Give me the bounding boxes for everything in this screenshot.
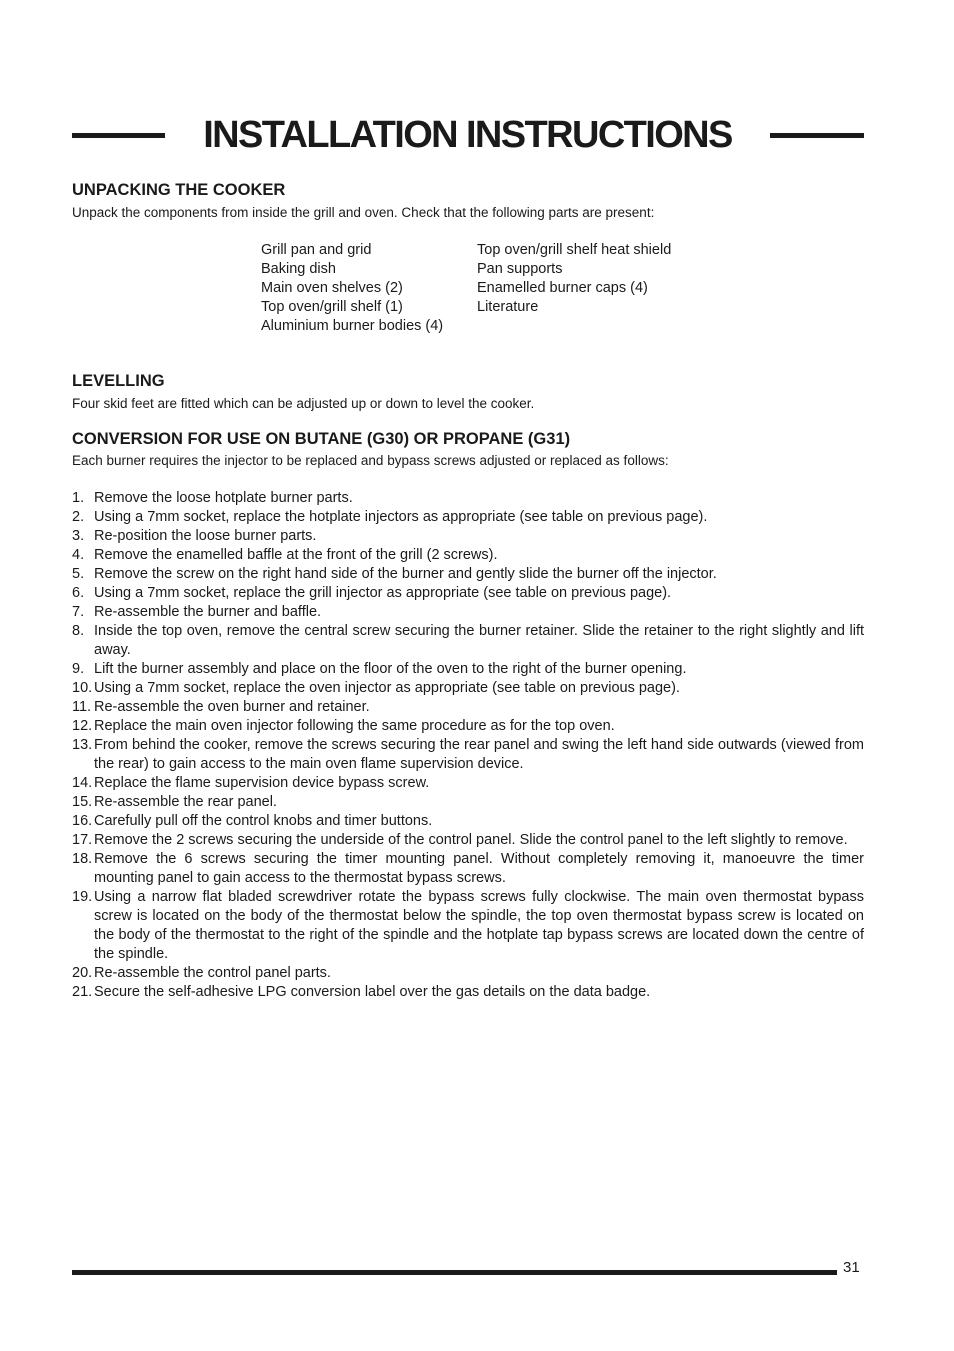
step-number: 17. [72,832,93,848]
step-text: Remove the 2 screws securing the underside of the control panel. Slide the control panel to the left slightly to remove. [94,832,848,848]
step-item [72,831,864,850]
step-item [72,527,864,546]
step-number: 2. [72,509,85,525]
part-item: Main oven shelves (2) [261,280,403,296]
step-number: 9. [72,661,85,677]
unpacking-heading: UNPACKING THE COOKER [72,181,286,199]
step-text: Secure the self-adhesive LPG conversion label over the gas details on the data badge. [94,984,651,1000]
step-item [72,964,864,983]
step-text: Inside the top oven, remove the central screw securing the burner retainer. Slide the retainer to the right slightly and lift away. [94,623,864,658]
step-number: 3. [72,528,85,544]
step-text: Remove the enamelled baffle at the front of the grill (2 screws). [94,547,498,563]
step-number: 4. [72,547,85,563]
step-number: 10. [72,680,93,696]
step-number: 19. [72,889,93,905]
step-number: 5. [72,566,85,582]
unpacking-intro: Unpack the components from inside the grill and oven. Check that the following parts are present: [72,205,655,220]
step-number: 13. [72,737,93,753]
page-number: 31 [843,1259,860,1276]
step-item [72,983,864,1002]
step-item [72,679,864,698]
step-item [72,622,864,660]
step-item [72,850,864,888]
part-item: Aluminium burner bodies (4) [261,318,444,334]
part-item: Baking dish [261,261,336,277]
step-text: Re-assemble the oven burner and retainer. [94,699,370,715]
step-number: 20. [72,965,93,981]
step-text: Remove the 6 screws securing the timer mounting panel. Without completely removing it, manoeuvre the timer mounting panel to gain access to the thermostat bypass screws. [94,851,864,886]
part-item: Enamelled burner caps (4) [477,280,648,296]
part-item: Top oven/grill shelf heat shield [477,242,672,258]
conversion-heading: CONVERSION FOR USE ON BUTANE (G30) OR PROPANE (G31) [72,430,571,448]
step-number: 11. [72,699,92,715]
step-item [72,717,864,736]
part-item: Grill pan and grid [261,242,372,258]
step-item [72,584,864,603]
step-text: Carefully pull off the control knobs and timer buttons. [94,813,433,829]
step-item [72,888,864,964]
title-bar [72,112,864,158]
part-item: Top oven/grill shelf (1) [261,299,403,315]
conversion-intro: Each burner requires the injector to be replaced and bypass screws adjusted or replaced as follows: [72,453,669,468]
step-item [72,698,864,717]
step-text: Using a 7mm socket, replace the oven injector as appropriate (see table on previous page). [94,680,680,696]
parts-list-left [261,241,443,336]
step-number: 21. [72,984,93,1000]
parts-list-right [477,241,671,317]
step-text: Lift the burner assembly and place on the floor of the oven to the right of the burner opening. [94,661,687,677]
step-text: Using a 7mm socket, replace the hotplate injectors as appropriate (see table on previous page). [94,509,708,525]
step-item [72,565,864,584]
step-number: 14. [72,775,93,791]
step-item [72,660,864,679]
step-number: 18. [72,851,93,867]
step-number: 15. [72,794,93,810]
levelling-text: Four skid feet are fitted which can be adjusted up or down to level the cooker. [72,396,535,411]
step-item [72,774,864,793]
step-text: Replace the flame supervision device bypass screw. [94,775,430,791]
step-number: 12. [72,718,93,734]
step-text: Remove the screw on the right hand side of the burner and gently slide the burner off the injector. [94,566,717,582]
title-rule-left [72,133,165,138]
step-item [72,489,864,508]
step-text: Re-position the loose burner parts. [94,528,317,544]
step-text: Re-assemble the control panel parts. [94,965,331,981]
conversion-steps [72,489,864,1002]
step-item [72,603,864,622]
step-item [72,546,864,565]
step-text: Re-assemble the burner and baffle. [94,604,322,620]
step-number: 6. [72,585,85,601]
step-text: From behind the cooker, remove the screws securing the rear panel and swing the left hand side outwards (viewed from the rear) to gain access to the main oven flame supervision device. [94,737,864,772]
step-item [72,736,864,774]
step-number: 7. [72,604,85,620]
step-item [72,508,864,527]
step-number: 16. [72,813,93,829]
step-text: Remove the loose hotplate burner parts. [94,490,353,506]
levelling-heading: LEVELLING [72,372,165,390]
step-number: 1. [72,490,85,506]
step-text: Using a 7mm socket, replace the grill injector as appropriate (see table on previous page). [94,585,672,601]
step-number: 8. [72,623,85,639]
step-text: Using a narrow flat bladed screwdriver rotate the bypass screws fully clockwise. The main oven thermostat bypass screw is located on the body of the thermostat below the spindle, the top oven thermostat bypass screw is located on the body of the thermostat to the right of the spindle and the hotplate tap bypass screws are located down the centre of the spindle. [94,889,864,962]
step-item [72,812,864,831]
step-text: Re-assemble the rear panel. [94,794,277,810]
footer-rule [72,1270,837,1275]
part-item: Literature [477,299,539,315]
part-item: Pan supports [477,261,563,277]
title-rule-right [770,133,864,138]
step-item [72,793,864,812]
page-title: INSTALLATION INSTRUCTIONS [203,114,732,156]
step-text: Replace the main oven injector following the same procedure as for the top oven. [94,718,615,734]
